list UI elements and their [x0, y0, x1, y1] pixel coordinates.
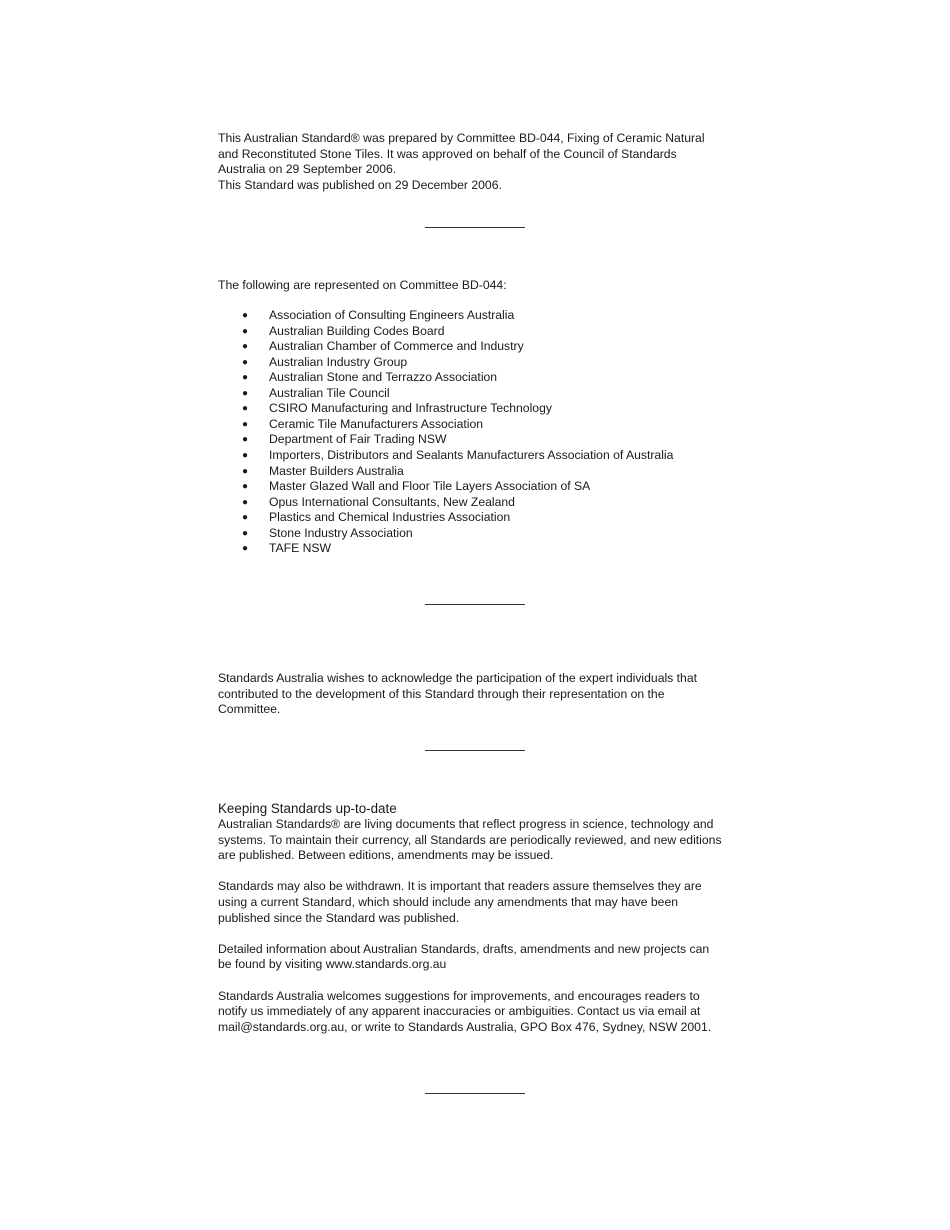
paragraph-line: Australian Standards® are living documents that reflect progress in science, technology and — [218, 817, 714, 831]
paragraph-line: Detailed information about Australian Standards, drafts, amendments and new projects can — [218, 941, 710, 956]
bullet-icon: ● — [242, 496, 249, 508]
bullet-icon: ● — [242, 310, 249, 322]
paragraph-line: using a current Standard, which should include any amendments that may have been — [218, 894, 679, 909]
committee-member: ● Opus International Consultants, New Zealand — [242, 494, 515, 509]
preparation-line: and Reconstituted Stone Tiles. It was approved on behalf of the Council of Standards — [218, 146, 677, 161]
preparation-line: This Australian Standard® was prepared by Committee BD-044, Fixing of Ceramic Natural — [218, 131, 705, 145]
bullet-icon: ● — [242, 465, 249, 477]
committee-member: ● Australian Industry Group — [242, 354, 408, 369]
committee-member: ● CSIRO Manufacturing and Infrastructure Technology — [242, 401, 552, 416]
paragraph-line: mail@standards.org.au, or write to Standards Australia, GPO Box 476, Sydney, NSW 2001. — [218, 1019, 712, 1034]
bullet-icon: ● — [242, 527, 249, 539]
bullet-icon: ● — [242, 481, 249, 493]
bullet-icon: ● — [242, 356, 249, 368]
bullet-icon: ● — [242, 403, 249, 415]
section-divider — [425, 1093, 525, 1094]
committee-intro: The following are represented on Committee BD-044: — [218, 278, 507, 292]
committee-member: ● Australian Building Codes Board — [242, 323, 445, 338]
keeping-standards-section — [218, 801, 738, 1035]
committee-member: ● Association of Consulting Engineers Australia — [242, 308, 515, 323]
committee-member: ● Master Glazed Wall and Floor Tile Layers Association of SA — [242, 479, 591, 494]
paragraph-line: published since the Standard was published. — [218, 910, 460, 925]
committee-member-list — [218, 308, 738, 557]
bullet-icon: ● — [242, 341, 249, 353]
section-heading: Keeping Standards up-to-date — [218, 801, 397, 816]
committee-member: ● Australian Stone and Terrazzo Association — [242, 370, 498, 385]
committee-member: ● Stone Industry Association — [242, 525, 413, 540]
committee-member: ● Importers, Distributors and Sealants Manufacturers Association of Australia — [242, 448, 674, 463]
section-divider — [425, 604, 525, 605]
bullet-icon: ● — [242, 372, 249, 384]
bullet-icon: ● — [242, 325, 249, 337]
paragraph-line: Standards may also be withdrawn. It is important that readers assure themselves they are — [218, 879, 702, 894]
acknowledgement-section — [218, 671, 738, 718]
section-divider — [425, 227, 525, 228]
committee-member: ● Plastics and Chemical Industries Association — [242, 510, 511, 525]
paragraph-line: Standards Australia welcomes suggestions for improvements, and encourages readers to — [218, 988, 700, 1003]
committee-member: ● Australian Tile Council — [242, 385, 390, 400]
preparation-line: Australia on 29 September 2006. — [218, 162, 397, 177]
paragraph-line: systems. To maintain their currency, all Standards are periodically reviewed, and new editions — [218, 832, 722, 847]
paragraph-line: be found by visiting www.standards.org.au — [218, 957, 447, 972]
bullet-icon: ● — [242, 512, 249, 524]
committee-member: ● TAFE NSW — [242, 541, 332, 556]
committee-member: ● Master Builders Australia — [242, 463, 404, 478]
bullet-icon: ● — [242, 434, 249, 446]
committee-member: ● Department of Fair Trading NSW — [242, 432, 447, 447]
section-divider — [425, 750, 525, 751]
preparation-statement — [218, 131, 738, 193]
acknowledgement-line: contributed to the development of this Standard through their representation on the — [218, 686, 665, 701]
publication-line: This Standard was published on 29 December 2006. — [218, 177, 502, 192]
acknowledgement-line: Committee. — [218, 702, 281, 717]
bullet-icon: ● — [242, 450, 249, 462]
acknowledgement-line: Standards Australia wishes to acknowledge the participation of the expert individuals that — [218, 671, 697, 685]
bullet-icon: ● — [242, 543, 249, 555]
committee-section — [218, 278, 738, 557]
committee-member: ● Ceramic Tile Manufacturers Association — [242, 416, 484, 431]
bullet-icon: ● — [242, 418, 249, 430]
paragraph-line: notify us immediately of any apparent inaccuracies or ambiguities. Contact us via email at — [218, 1004, 701, 1019]
bullet-icon: ● — [242, 387, 249, 399]
paragraph-line: are published. Between editions, amendments may be issued. — [218, 848, 554, 863]
committee-member: ● Australian Chamber of Commerce and Industry — [242, 339, 524, 354]
